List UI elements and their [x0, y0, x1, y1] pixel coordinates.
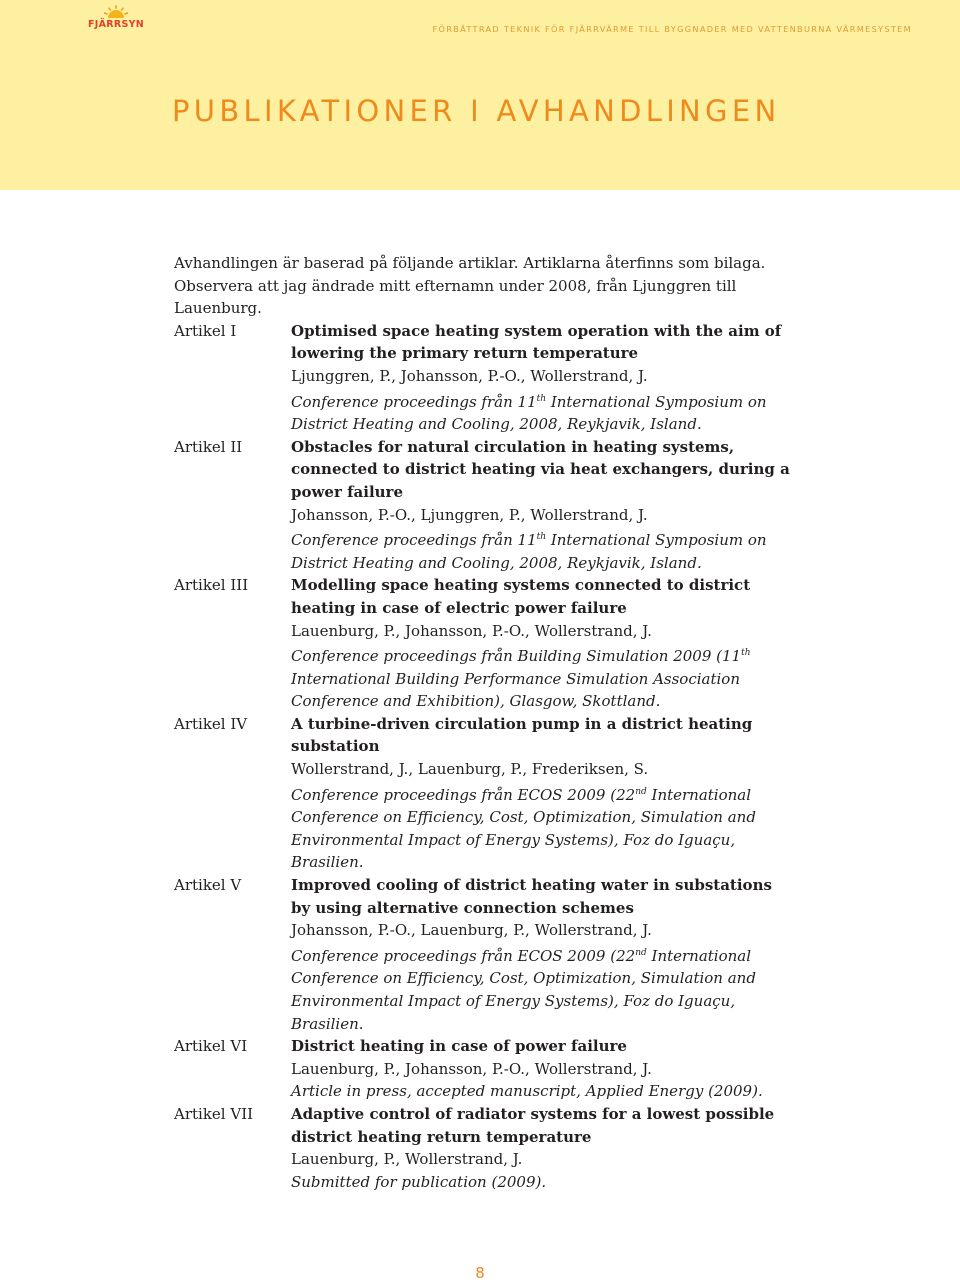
publication-text: Conference proceedings från ECOS 2009 (22: [291, 946, 636, 965]
intro-paragraph: Avhandlingen är baserad på följande artiklar. Artiklarna återfinns som bilaga. Observera att jag ändrade mitt efternamn under 2008, från Ljunggren till Lauenburg.: [174, 254, 766, 318]
publication-text-continued: International Conference on Efficiency, Cost, Optimization, Simulation and Environmental Impact of Energy Systems), Foz do Iguaçu, Brasilien.: [291, 946, 756, 1033]
article-details: [291, 874, 794, 1035]
article-authors: Johansson, P.-O., Ljunggren, P., Wollerstrand, J.: [291, 505, 648, 524]
page-title: PUBLIKATIONER I AVHANDLINGEN: [172, 94, 781, 128]
article-list: [174, 320, 794, 1194]
publication-text-continued: International Symposium on District Heating and Cooling, 2008, Reykjavik, Island.: [291, 392, 767, 434]
article-entry: [174, 436, 794, 575]
sun-icon: [103, 5, 129, 19]
article-label: Artikel IV: [174, 714, 248, 733]
ordinal-suffix: th: [536, 393, 547, 404]
article-label: Artikel VI: [174, 1037, 248, 1056]
article-entry: [174, 574, 794, 713]
publication-text: Conference proceedings från 11: [291, 392, 537, 411]
article-label: Artikel III: [174, 576, 249, 595]
publication-text-continued: International Building Performance Simulation Association Conference and Exhibition), Glasgow, Skottland.: [291, 669, 740, 711]
article-publication: [291, 526, 794, 574]
article-entry: [174, 320, 794, 436]
article-title: A turbine-driven circulation pump in a district heating substation: [291, 714, 753, 756]
article-label: Artikel II: [174, 437, 243, 456]
article-title: Improved cooling of district heating water in substations by using alternative connection schemes: [291, 876, 772, 917]
article-publication: [291, 1171, 794, 1194]
article-details: [291, 1035, 794, 1103]
publication-text-continued: International Conference on Efficiency, Cost, Optimization, Simulation and Environmental Impact of Energy Systems), Foz do Iguaçu, Brasilien.: [291, 785, 756, 872]
article-authors: Johansson, P.-O., Lauenburg, P., Wollerstrand, J.: [291, 921, 652, 940]
ordinal-suffix: th: [536, 532, 547, 543]
main-content: [174, 252, 794, 1193]
publication-text-continued: International Symposium on District Heating and Cooling, 2008, Reykjavik, Island.: [291, 531, 767, 572]
article-title: Adaptive control of radiator systems for a lowest possible district heating return temperature: [291, 1104, 775, 1146]
publication-text: Conference proceedings från Building Simulation 2009 (11: [291, 647, 742, 666]
article-entry: [174, 874, 794, 1035]
article-details: [291, 320, 794, 436]
tagline: FÖRBÄTTRAD TEKNIK FÖR FJÄRRVÄRME TILL BYGGNADER MED VATTENBURNA VÄRMESYSTEM: [432, 24, 912, 34]
ordinal-suffix: nd: [635, 786, 647, 797]
article-title: District heating in case of power failure: [291, 1037, 627, 1056]
article-title: Optimised space heating system operation with the aim of lowering the primary return temperature: [291, 321, 782, 363]
article-authors: Ljunggren, P., Johansson, P.-O., Wollerstrand, J.: [291, 366, 648, 385]
article-publication: [291, 942, 794, 1035]
article-entry: [174, 713, 794, 874]
publication-text: Submitted for publication (2009).: [291, 1172, 547, 1191]
fjarrsyn-logo: [84, 5, 148, 35]
publication-text: Article in press, accepted manuscript, Applied Energy (2009).: [291, 1082, 763, 1101]
ordinal-suffix: th: [741, 648, 751, 659]
publication-text: Conference proceedings från ECOS 2009 (22: [291, 785, 636, 804]
publication-text: Conference proceedings från 11: [291, 531, 537, 550]
article-authors: Lauenburg, P., Johansson, P.-O., Wollerstrand, J.: [291, 621, 652, 640]
article-publication: [291, 388, 794, 436]
article-authors: Lauenburg, P., Wollerstrand, J.: [291, 1150, 523, 1169]
article-details: [291, 574, 794, 713]
logo-text: FJÄRRSYN: [87, 19, 145, 30]
ordinal-suffix: nd: [635, 947, 647, 958]
article-title: Obstacles for natural circulation in heating systems, connected to district heating via heat exchangers, during a power failure: [291, 437, 790, 501]
article-details: [291, 713, 794, 874]
article-entry: [174, 1103, 794, 1193]
article-entry: [174, 1035, 794, 1103]
article-authors: Lauenburg, P., Johansson, P.-O., Wollerstrand, J.: [291, 1059, 652, 1078]
article-details: [291, 436, 794, 575]
article-publication: [291, 1080, 794, 1103]
header-banner: [0, 0, 960, 190]
article-publication: [291, 781, 794, 874]
article-title: Modelling space heating systems connected to district heating in case of electric power failure: [291, 576, 751, 617]
article-authors: Wollerstrand, J., Lauenburg, P., Frederiksen, S.: [291, 760, 649, 779]
page-number: 8: [475, 1264, 485, 1282]
article-label: Artikel V: [174, 876, 242, 895]
article-publication: [291, 642, 794, 713]
article-label: Artikel I: [174, 321, 237, 340]
article-details: [291, 1103, 794, 1193]
article-label: Artikel VII: [174, 1104, 254, 1123]
